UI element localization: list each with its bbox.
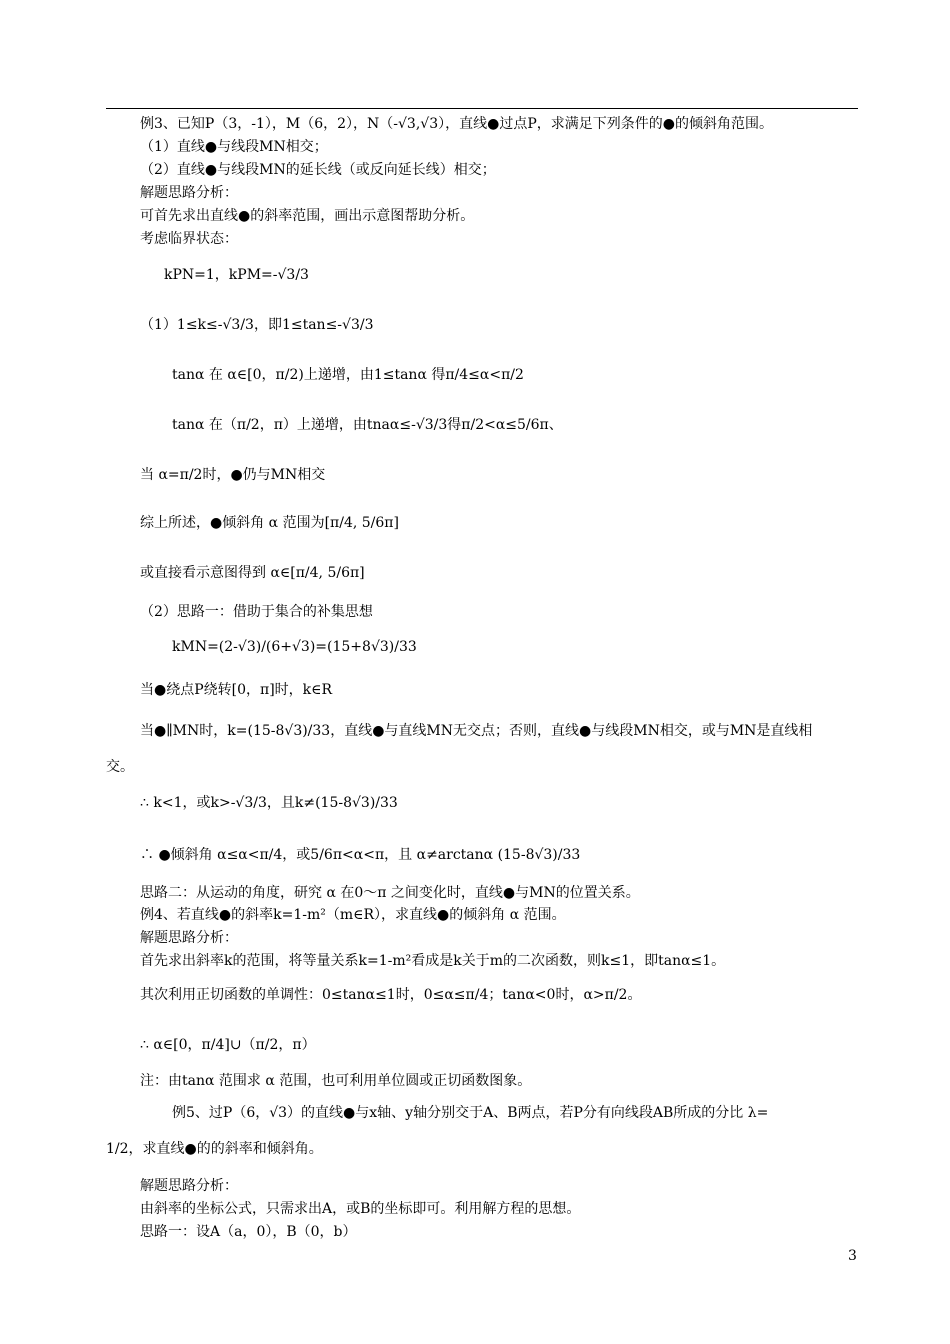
rotation-statement: 当●绕点P绕转[0，π]时，k∈R bbox=[140, 682, 333, 698]
part1-slope-range: （1）1≤k≤-√3/3，即1≤tan≤-√3/3 bbox=[140, 317, 374, 333]
kmn-formula: kMN=(2-√3)/(6+√3)=(15+8√3)/33 bbox=[172, 639, 417, 655]
page-number: 3 bbox=[848, 1248, 857, 1264]
alpha-pi-half: 当 α=π/2时，●仍与MN相交 bbox=[140, 467, 326, 483]
analysis-heading: 解题思路分析： bbox=[140, 185, 238, 201]
direct-range: 或直接看示意图得到 α∈[π/4, 5/6π] bbox=[140, 565, 365, 581]
example4-statement: 例4、若直线●的斜率k=1-m²（m∈R），求直线●的倾斜角 α 范围。 bbox=[140, 907, 566, 923]
example4-step2: 其次利用正切函数的单调性：0≤tanα≤1时，0≤α≤π/4；tanα<0时，α>π/2。 bbox=[140, 987, 642, 1003]
therefore-alpha: ∴ ●倾斜角 α≤α<π/4，或5/6π<α<π，且 α≠arctanα (15-8√3)/33 bbox=[140, 847, 581, 863]
critical-state-label: 考虑临界状态： bbox=[140, 231, 238, 247]
analysis-heading-2: 解题思路分析： bbox=[140, 930, 238, 946]
example4-step1: 首先求出斜率k的范围，将等量关系k=1-m²看成是k关于m的二次函数，则k≤1，即tanα≤1。 bbox=[140, 953, 726, 969]
example5-idea1: 思路一：设A（a，0），B（0，b） bbox=[140, 1224, 357, 1240]
header-rule bbox=[106, 108, 858, 109]
summary-range: 综上所述，●倾斜角 α 范围为[π/4, 5/6π] bbox=[140, 515, 399, 531]
parallel-statement-cont: 交。 bbox=[106, 759, 134, 775]
analysis-text: 可首先求出直线●的斜率范围，画出示意图帮助分析。 bbox=[140, 208, 475, 224]
example4-note: 注：由tanα 范围求 α 范围，也可利用单位圆或正切函数图象。 bbox=[140, 1073, 532, 1089]
part2-idea1: （2）思路一：借助于集合的补集思想 bbox=[140, 604, 373, 620]
example5-analysis: 由斜率的坐标公式，只需求出A，或B的坐标即可。利用解方程的思想。 bbox=[140, 1201, 581, 1217]
tan-increasing-2: tanα 在（π/2，π）上递增，由tnaα≤-√3/3得π/2<α≤5/6π、 bbox=[172, 417, 563, 433]
condition-2: （2）直线●与线段MN的延长线（或反向延长线）相交； bbox=[140, 162, 496, 178]
example4-result: ∴ α∈[0，π/4]∪（π/2，π） bbox=[140, 1037, 316, 1053]
example3-statement: 例3、已知P（3，-1），M（6，2），N（-√3,√3），直线●过点P，求满足下列条件的●的倾斜角范围。 bbox=[140, 116, 773, 132]
idea2: 思路二：从运动的角度，研究 α 在0～π 之间变化时，直线●与MN的位置关系。 bbox=[140, 885, 640, 901]
therefore-k: ∴ k<1，或k>-√3/3，且k≠(15-8√3)/33 bbox=[140, 795, 398, 811]
parallel-statement: 当●∥MN时，k=(15-8√3)/33，直线●与直线MN无交点；否则，直线●与线段MN相交，或与MN是直线相 bbox=[140, 723, 813, 739]
analysis-heading-3: 解题思路分析： bbox=[140, 1178, 238, 1194]
example5-statement: 例5、过P（6，√3）的直线●与x轴、y轴分别交于A、B两点，若P分有向线段AB所成的分比 λ= bbox=[172, 1105, 769, 1121]
condition-1: （1）直线●与线段MN相交； bbox=[140, 139, 328, 155]
example5-statement-cont: 1/2，求直线●的的斜率和倾斜角。 bbox=[106, 1141, 323, 1157]
tan-increasing-1: tanα 在 α∈[0，π/2)上递增，由1≤tanα 得π/4≤α<π/2 bbox=[172, 367, 524, 383]
slope-values: kPN=1，kPM=-√3/3 bbox=[164, 267, 309, 283]
